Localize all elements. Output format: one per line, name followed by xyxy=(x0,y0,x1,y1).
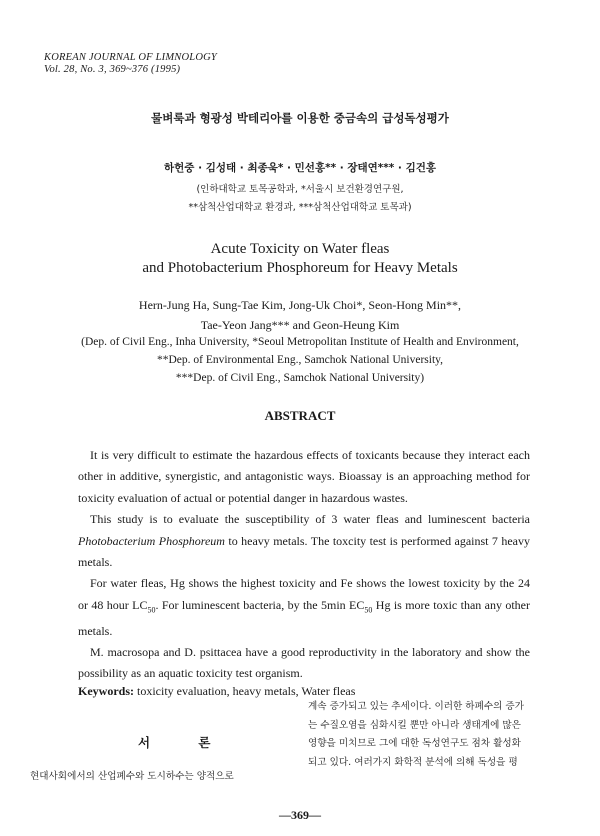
abstract-p3-text-b: . For luminescent bacteria, by the 5min EC xyxy=(155,597,365,612)
intro-right-line-4: 되고 있다. 여러가지 화학적 분석에 의해 독성을 평 xyxy=(308,756,518,768)
abstract-paragraph-2 xyxy=(78,509,530,573)
abstract-p3-sub-1: 50 xyxy=(147,605,156,615)
korean-affiliation-line-2: **삼척산업대학교 환경과, ***삼척산업대학교 토목과) xyxy=(188,202,412,213)
english-authors-line-1: Hern-Jung Ha, Sung-Tae Kim, Jong-Uk Choi*, Seon-Hong Min**, xyxy=(138,298,462,312)
english-affiliation-line-2: **Dep. of Environmental Eng., Samchok National University, xyxy=(156,354,444,366)
journal-name: KOREAN JOURNAL OF LIMNOLOGY xyxy=(44,52,217,63)
keywords-text: toxicity evaluation, heavy metals, Water fleas xyxy=(137,684,356,698)
intro-left-column: 현대사회에서의 산업폐수와 도시하수는 양적으로 xyxy=(30,771,234,782)
intro-right-line-1: 계속 증가되고 있는 추세이다. 이러한 하폐수의 증가 xyxy=(308,701,524,712)
intro-right-line-3: 영향을 미치므로 그에 대한 독성연구도 점차 활성화 xyxy=(308,738,521,750)
keywords xyxy=(78,684,355,699)
abstract-p2-text-a: This study is to evaluate the susceptibility of 3 water fleas and luminescent bacteria xyxy=(90,512,530,527)
journal-citation: Vol. 28, No. 3, 369~376 (1995) xyxy=(44,64,181,75)
abstract-body xyxy=(78,445,530,685)
english-affiliation-line-1: (Dep. of Civil Eng., Inha University, *Seoul Metropolitan Institute of Health and Environment, xyxy=(81,336,519,348)
abstract-p2-italic: Photobacterium Phosphoreum xyxy=(78,533,225,548)
abstract-paragraph-1: It is very difficult to estimate the hazardous effects of toxicants because they interact each other in additive, synergistic, and antagonistic ways. Bioassay is an approaching method for toxicity evaluation of actual or potential danger in hazardous wastes. xyxy=(78,448,530,505)
korean-title: 물벼룩과 형광성 박테리아를 이용한 중금속의 급성독성평가 xyxy=(151,111,449,125)
korean-authors: 하헌중 · 김성태 · 최종욱* · 민선홍** · 장태연*** · 김건홍 xyxy=(163,162,437,174)
intro-right-line-2: 는 수질오염을 심화시킬 뿐만 아니라 생태계에 많은 xyxy=(308,719,521,731)
abstract-heading: ABSTRACT xyxy=(264,408,336,423)
korean-affiliation-line-1: (인하대학교 토목공학과, *서울시 보건환경연구원, xyxy=(196,184,404,195)
abstract-p3-text-c: Hg is more toxic than any other metals. xyxy=(78,597,531,638)
english-affiliation-line-3: ***Dep. of Civil Eng., Samchok National University) xyxy=(175,372,425,384)
abstract-p2-text-b: to heavy metals. The toxcity test is performed against 7 heavy metals. xyxy=(78,533,530,570)
intro-right-column xyxy=(308,698,570,772)
english-title-line-2: and Photobacterium Phosphoreum for Heavy Metals xyxy=(142,260,458,276)
english-affiliations xyxy=(0,333,600,387)
introduction-heading: 서 론 xyxy=(138,735,233,750)
english-authors xyxy=(0,295,600,335)
english-title-line-1: Acute Toxicity on Water fleas xyxy=(210,241,390,257)
abstract-p3-sub-2: 50 xyxy=(364,605,373,615)
abstract-paragraph-4: M. macrosopa and D. psittacea have a good reproductivity in the laboratory and show the possibility as an aquatic toxicity test organism. xyxy=(78,645,530,681)
journal-header xyxy=(44,52,217,76)
abstract-p3-text-a: For water fleas, Hg shows the highest toxicity and Fe shows the lowest toxicity by the 24 or 48 hour LC xyxy=(78,576,530,612)
english-authors-line-2: Tae-Yeon Jang*** and Geon-Heung Kim xyxy=(200,318,400,332)
abstract-paragraph-3 xyxy=(78,573,530,642)
english-title xyxy=(0,240,600,278)
keywords-label: Keywords: xyxy=(78,684,134,698)
page-number: —369— xyxy=(279,808,321,822)
